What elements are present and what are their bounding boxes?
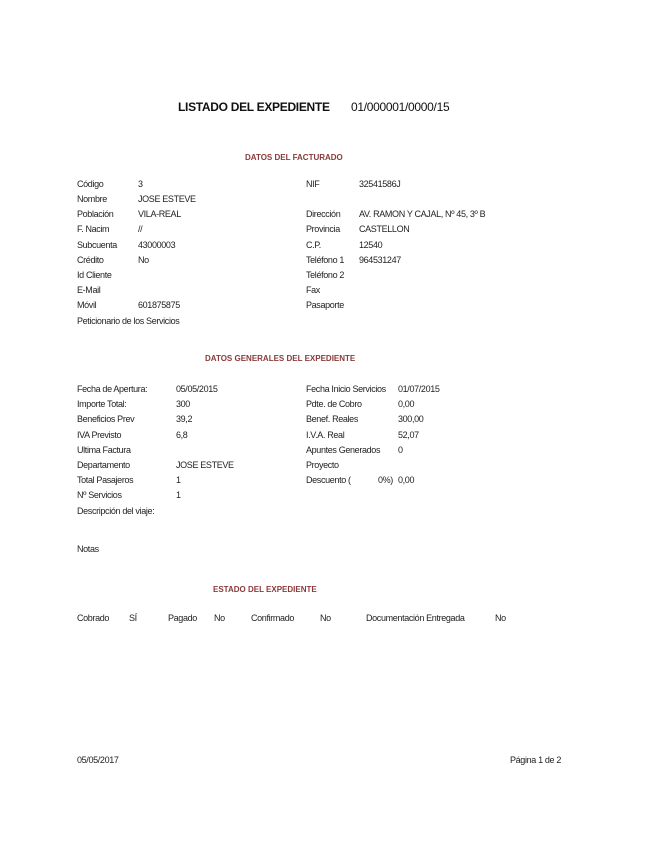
benef-reales-value: 300,00 [398, 414, 424, 424]
nif-label: NIF [306, 179, 320, 189]
nif-value: 32541586J [359, 179, 401, 189]
departamento-label: Departamento [77, 460, 130, 470]
inicio-value: 01/07/2015 [398, 384, 440, 394]
peticionario-label: Peticionario de los Servicios [77, 316, 180, 326]
direccion-value: AV. RAMON Y CAJAL, Nº 45, 3º B [359, 209, 486, 219]
nombre-label: Nombre [77, 194, 107, 204]
movil-value: 601875875 [138, 300, 180, 310]
benef-reales-label: Benef. Reales [306, 414, 358, 424]
benef-prev-value: 39,2 [176, 414, 193, 424]
codigo-label: Código [77, 179, 104, 189]
importe-label: Importe Total: [77, 399, 127, 409]
apertura-value: 05/05/2015 [176, 384, 218, 394]
departamento-value: JOSE ESTEVE [176, 460, 234, 470]
expediente-number: 01/000001/0000/15 [351, 100, 450, 114]
cp-value: 12540 [359, 240, 383, 250]
confirmado-label: Confirmado [251, 613, 295, 623]
descuento-percent: 0%) [378, 475, 393, 485]
pasajeros-value: 1 [176, 475, 181, 485]
servicios-value: 1 [176, 490, 181, 500]
page-number: Página 1 de 2 [510, 755, 561, 765]
ultima-factura-label: Ultima Factura [77, 445, 131, 455]
pdte-label: Pdte. de Cobro [306, 399, 362, 409]
movil-label: Móvil [77, 300, 97, 310]
generales-section-title: DATOS GENERALES DEL EXPEDIENTE [205, 354, 356, 363]
documentacion-label: Documentación Entregada [366, 613, 465, 623]
telefono1-label: Teléfono 1 [306, 255, 345, 265]
benef-prev-label: Beneficios Prev [77, 414, 135, 424]
facturado-section-title: DATOS DEL FACTURADO [245, 153, 343, 162]
apertura-label: Fecha de Apertura: [77, 384, 148, 394]
proyecto-label: Proyecto [306, 460, 339, 470]
pagado-value: No [214, 613, 225, 623]
servicios-label: Nº Servicios [77, 490, 122, 500]
fnacim-label: F. Nacim [77, 224, 110, 234]
cobrado-value: SÍ [129, 613, 137, 623]
iva-prev-label: IVA Previsto [77, 430, 122, 440]
pasaporte-label: Pasaporte [306, 300, 344, 310]
report-title: LISTADO DEL EXPEDIENTE [178, 100, 330, 114]
telefono1-value: 964531247 [359, 255, 401, 265]
pasajeros-label: Total Pasajeros [77, 475, 134, 485]
provincia-label: Provincia [306, 224, 340, 234]
descuento-value: 0,00 [398, 475, 415, 485]
apuntes-label: Apuntes Generados [306, 445, 381, 455]
notas-label: Notas [77, 544, 99, 554]
poblacion-label: Población [77, 209, 114, 219]
codigo-value: 3 [138, 179, 143, 189]
provincia-value: CASTELLON [359, 224, 410, 234]
confirmado-value: No [320, 613, 331, 623]
subcuenta-value: 43000003 [138, 240, 176, 250]
telefono2-label: Teléfono 2 [306, 270, 345, 280]
footer-date: 05/05/2017 [77, 755, 119, 765]
fnacim-value: // [138, 224, 143, 234]
cp-label: C.P. [306, 240, 321, 250]
apuntes-value: 0 [398, 445, 403, 455]
cobrado-label: Cobrado [77, 613, 110, 623]
iva-real-label: I.V.A. Real [306, 430, 345, 440]
credito-label: Crédito [77, 255, 104, 265]
iva-real-value: 52,07 [398, 430, 419, 440]
descuento-label: Descuento ( [306, 475, 351, 485]
iva-prev-value: 6,8 [176, 430, 188, 440]
pdte-value: 0,00 [398, 399, 415, 409]
poblacion-value: VILA-REAL [138, 209, 181, 219]
estado-section-title: ESTADO DEL EXPEDIENTE [213, 585, 317, 594]
direccion-label: Dirección [306, 209, 341, 219]
nombre-value: JOSE ESTEVE [138, 194, 196, 204]
credito-value: No [138, 255, 149, 265]
inicio-label: Fecha Inicio Servicios [306, 384, 386, 394]
documentacion-value: No [495, 613, 506, 623]
idcliente-label: Id Cliente [77, 270, 112, 280]
descripcion-label: Descripción del viaje: [77, 506, 155, 516]
importe-value: 300 [176, 399, 190, 409]
pagado-label: Pagado [168, 613, 197, 623]
subcuenta-label: Subcuenta [77, 240, 117, 250]
email-label: E-Mail [77, 285, 101, 295]
fax-label: Fax [306, 285, 320, 295]
